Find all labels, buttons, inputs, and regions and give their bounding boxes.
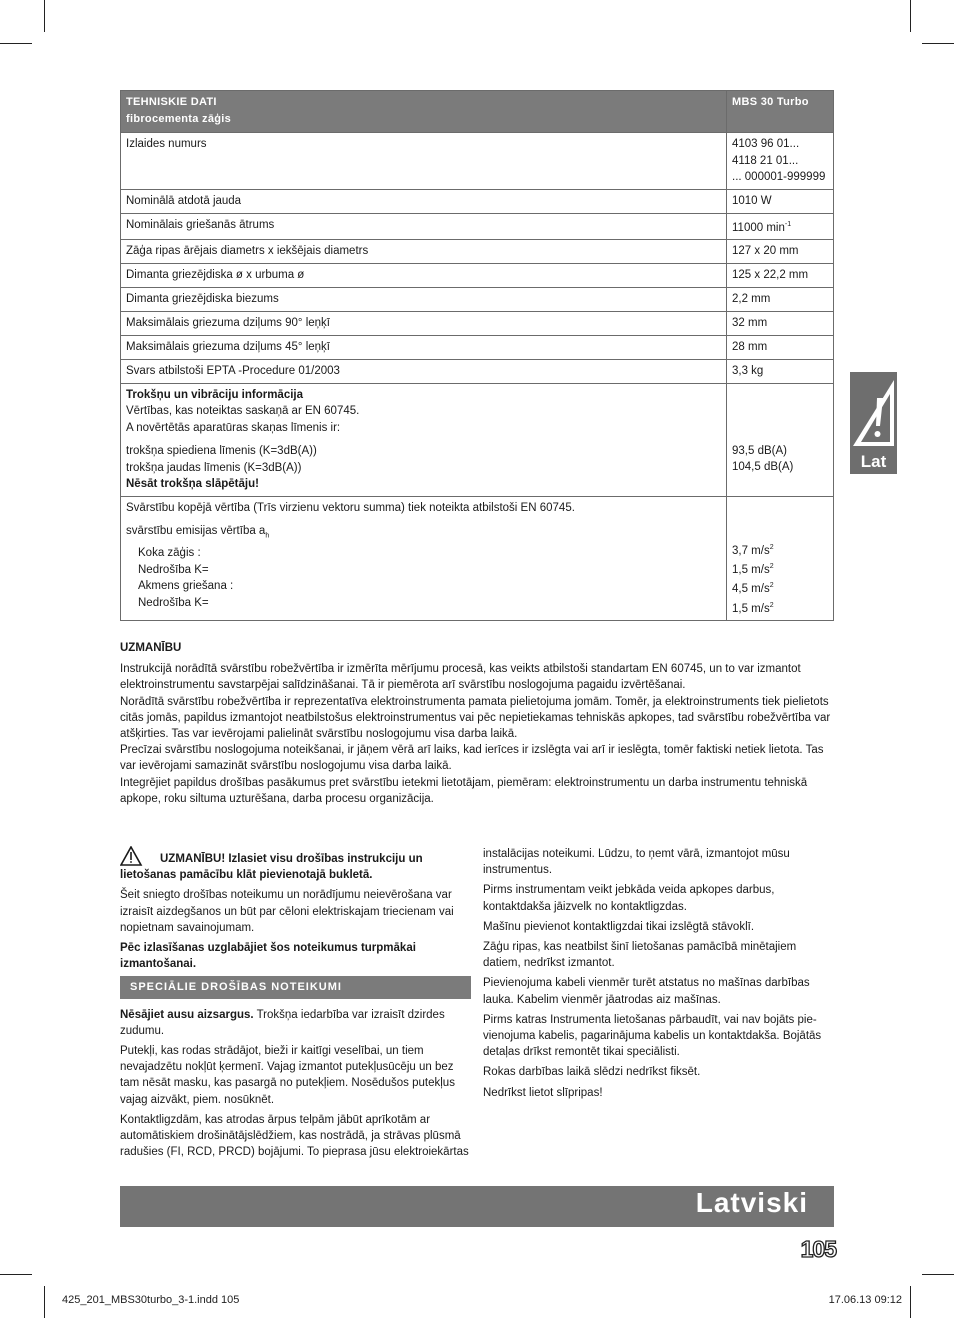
table-row xyxy=(121,133,834,190)
vibration-value xyxy=(732,598,828,617)
unit-exponent: 2 xyxy=(769,582,774,590)
crop-mark xyxy=(910,1286,911,1318)
safety-paragraph: Nedrīkst lietot slīpripas! xyxy=(483,1086,603,1099)
noise-pressure-value: 93,5 dB(A) xyxy=(732,444,787,457)
spacer xyxy=(732,500,828,540)
safety-paragraph: Pievienojuma kabeli vienmēr turēt atstatus no mašīnas darbības lauka. Kabelim vienmēr jāatrodas aiz mašīnas. xyxy=(483,977,810,1006)
row-label: Dimanta griezējdiska biezums xyxy=(121,287,727,311)
warning-heading-text: UZMANĪBU! Izlasiet visu drošības instrukciju un lietošanas pamācību klāt pievienotajā bukletā. xyxy=(120,853,423,882)
row-label: Izlaides numurs xyxy=(121,133,727,190)
row-value: 3,3 kg xyxy=(727,359,834,383)
table-row xyxy=(121,263,834,287)
print-slug-file: 425_201_MBS30turbo_3-1.indd 105 xyxy=(62,1294,240,1306)
value-text: 4,5 m/s xyxy=(732,583,770,596)
crop-mark xyxy=(910,0,911,32)
table-row xyxy=(121,213,834,239)
noise-power-value: 104,5 dB(A) xyxy=(732,461,794,474)
vibration-values xyxy=(727,496,834,620)
crop-mark xyxy=(44,0,45,32)
vibration-value xyxy=(732,578,828,597)
row-label: Nominālā atdotā jauda xyxy=(121,189,727,213)
noise-info xyxy=(121,383,727,496)
unit-exponent: 2 xyxy=(769,601,774,609)
left-column xyxy=(120,846,471,1164)
ear-protection-paragraph xyxy=(120,1007,471,1039)
technical-data-table xyxy=(120,90,834,621)
ear-protection-warning: Nēsāt trokšņa slāpētāju! xyxy=(126,478,259,491)
serial-range: ... 000001-999999 xyxy=(732,171,826,183)
table-subtitle: fibrocementa zāģis xyxy=(126,112,232,125)
noise-intro: A novērtētās aparatūras skaņas līmenis ir: xyxy=(126,421,341,434)
vibration-value xyxy=(732,540,828,559)
warning-icon xyxy=(850,372,897,448)
unit-exponent: 2 xyxy=(769,563,774,571)
safety-paragraph: Mašīnu pievienot kontaktligzdai tikai izslēgtā stāvoklī. xyxy=(483,920,755,933)
row-value: 2,2 mm xyxy=(727,287,834,311)
attention-text: Instrukcijā norādītā svārstību robežvērtība ir izmērīta mērījumu procesā, kas veikts atbilstoši standartam EN 60745, un to var izmantot elektroinstrumentu savstarpējai salīdzināšanai. Tā ir piemērota arī svārstību noslogojuma pagaidu izvērtēšanai. Norādītā svārstību robežvērtība ir reprezentatīva elektroinstrumenta pamata pielietojuma jomām. Tomēr, ja elektroinstruments tiek pielietots citās jomās, papildus izmantojot neatbilstošus elektroinstrumentus vai pēc nepietiekamas tehniskās apkopes, tad svārstību robežvērtība var atšķirties. Tas var ievērojami palielināt svārstību noslogojumu visa darba laikā. Precīzai svārstību noslogojuma noteikšanai, ir jāņem vērā arī laiks, kad ierīces ir izslēgta vai arī ir ieslēgta, tomēr faktiski netiek lietota. Tas var ievērojami samazināt svārstību noslogojumu visa darba laikā. Integrējiet papildus drošības pasākumus pret svārstību ietekmi lietotājam, piemēram: elektroinstrumentu un darba instrumentu tehniskā apkope, roku siltuma uzturēšana, darba procesu organizācija. xyxy=(120,663,831,805)
table-header-row xyxy=(121,91,834,133)
warning-heading xyxy=(120,846,471,883)
article-number: 4118 21 01... xyxy=(732,154,799,167)
vibration-row xyxy=(121,496,834,620)
model-name: MBS 30 Turbo xyxy=(727,91,834,133)
crop-mark xyxy=(922,43,954,44)
noise-standard: Vērtības, kas noteiktas saskaņā ar EN 60745. xyxy=(126,405,360,418)
row-value xyxy=(727,133,834,190)
vibration-intro: Svārstību kopējā vērtība (Trīs virzienu vektoru summa) tiek noteikta atbilstoši EN 60745. xyxy=(126,501,575,514)
table-row xyxy=(121,335,834,359)
row-label: Maksimālais griezuma dziļums 45° leņķī xyxy=(121,335,727,359)
unit-exponent: 2 xyxy=(769,543,774,551)
warning-triangle-icon xyxy=(120,846,150,866)
crop-mark xyxy=(0,43,32,44)
row-value: 28 mm xyxy=(727,335,834,359)
uncertainty-label: Nedrošība K= xyxy=(138,596,209,609)
table-row xyxy=(121,189,834,213)
ear-protection-rest: Trokšņa iedarbība var izraisīt dzirdes zudumu. xyxy=(120,1008,445,1037)
safety-paragraph: Šeit sniegto drošības noteikumu un norādījumu neievērošana var izraisīt aizdegšanos un būt par cēloni elektriskajam triecienam vai nopietnam savainojumam. xyxy=(120,889,454,934)
spacer xyxy=(126,436,721,443)
socket-paragraph: Kontaktligzdām, kas atrodas ārpus telpām jābūt aprīkotām ar automātiskiem drošinātājslēdžiem, kas nostrādā, ja strāvas plūsmā radušies (FI, RCD, PRCD) bojājumi. To pieprasa jūsu elektroiekārtas xyxy=(120,1113,469,1159)
crop-mark xyxy=(922,1274,954,1275)
row-label: Nominālais griešanās ātrums xyxy=(121,213,727,239)
safety-paragraph: instalācijas noteikumi. Lūdzu, to ņemt vārā, izmantojot mūsu instrumentus. xyxy=(483,848,790,877)
uncertainty-label: Nedrošība K= xyxy=(138,563,209,576)
vibration-info xyxy=(121,496,727,620)
noise-pressure-label: trokšņa spiediena līmenis (K=3dB(A)) xyxy=(126,445,317,458)
table-row xyxy=(121,311,834,335)
safety-paragraph: Rokas darbības laikā slēdzi nedrīkst fiksēt. xyxy=(483,1066,701,1079)
row-label: Maksimālais griezuma dziļums 90° leņķī xyxy=(121,311,727,335)
safety-paragraph: Zāģu ripas, kas neatbilst šinī lietošanas pamācībā minētajiem datiem, nedrīkst izmantot. xyxy=(483,941,797,970)
crop-mark xyxy=(44,1286,45,1318)
noise-heading: Trokšņu un vibrāciju informācija xyxy=(126,388,304,401)
stone-cutting-label: Akmens griešana : xyxy=(138,580,234,593)
noise-row xyxy=(121,383,834,496)
noise-power-label: trokšņa jaudas līmenis (K=3dB(A)) xyxy=(126,461,302,474)
value-text: 3,7 m/s xyxy=(732,544,770,557)
page-number: 105 xyxy=(800,1236,836,1262)
row-value: 1010 W xyxy=(727,189,834,213)
spacer xyxy=(126,516,721,523)
spacer xyxy=(732,387,828,443)
section-title-bar: SPECIĀLIE DROŠĪBAS NOTEIKUMI xyxy=(120,976,471,998)
right-column xyxy=(483,846,834,1105)
table-row xyxy=(121,287,834,311)
table-row xyxy=(121,359,834,383)
vibration-emission-label xyxy=(126,523,721,545)
vibration-value xyxy=(732,559,828,578)
value-text: 1,5 m/s xyxy=(732,563,770,576)
emission-label-text: svārstību emisijas vērtība a xyxy=(126,525,266,538)
safety-paragraph: Pirms instrumentam veikt jebkāda veida apkopes darbus, kontaktdakša jāizvelk no kontaktligzdas. xyxy=(483,884,775,913)
print-slug-date: 17.06.13 09:12 xyxy=(828,1294,902,1306)
crop-mark xyxy=(0,1274,32,1275)
row-value: 125 x 22,2 mm xyxy=(727,263,834,287)
table-title: TEHNISKIE DATI xyxy=(126,96,217,108)
keep-instructions-note: Pēc izlasīšanas uzglabājiet šos noteikumus turpmākai izmantošanai. xyxy=(120,942,416,971)
table-header-cell xyxy=(121,91,727,133)
attention-section xyxy=(120,640,834,807)
row-value: 32 mm xyxy=(727,311,834,335)
article-number: 4103 96 01... xyxy=(732,138,800,150)
ear-protection-bold: Nēsājiet ausu aizsargus. xyxy=(120,1008,254,1021)
language-code: Lat xyxy=(860,452,887,471)
language-footer-bar xyxy=(120,1186,834,1227)
table-row xyxy=(121,239,834,263)
row-label: Svars atbilstoši EPTA -Procedure 01/2003 xyxy=(121,359,727,383)
value-text: 1,5 m/s xyxy=(732,602,770,615)
speed-value: 11000 min xyxy=(732,221,785,234)
attention-heading: UZMANĪBU xyxy=(120,642,182,654)
row-label: Zāģa ripas ārējais diametrs x iekšējais diametrs xyxy=(121,239,727,263)
dust-paragraph: Putekļi, kas rodas strādājot, bieži ir kaitīgi veselībai, un tiem nevajadzētu nokļūt ķermenī. Vajag izmantot putekļusūcēju un bez tam nēsāt masku, kas pasargā no putekļiem. Nosēdušos putekļus vajag aizvākt, piem. nosūknēt. xyxy=(120,1045,455,1106)
emission-subscript: h xyxy=(265,532,270,540)
wood-saw-label: Koka zāģis : xyxy=(138,547,201,560)
row-label: Dimanta griezējdiska ø x urbuma ø xyxy=(121,263,727,287)
language-label: Latviski xyxy=(695,1187,808,1218)
safety-paragraph: Pirms katras Instrumenta lietošanas pārbaudīt, vai nav bojāts pie-vienojuma kabelis, pagarinājuma kabelis un kontaktdakša. Bojātās detaļas drīkst remontēt tikai speciālisti. xyxy=(483,1013,822,1059)
language-side-tab xyxy=(850,372,897,474)
row-value: 127 x 20 mm xyxy=(727,239,834,263)
speed-unit-exponent: -1 xyxy=(784,220,792,228)
noise-values xyxy=(727,383,834,496)
row-value xyxy=(727,213,834,239)
